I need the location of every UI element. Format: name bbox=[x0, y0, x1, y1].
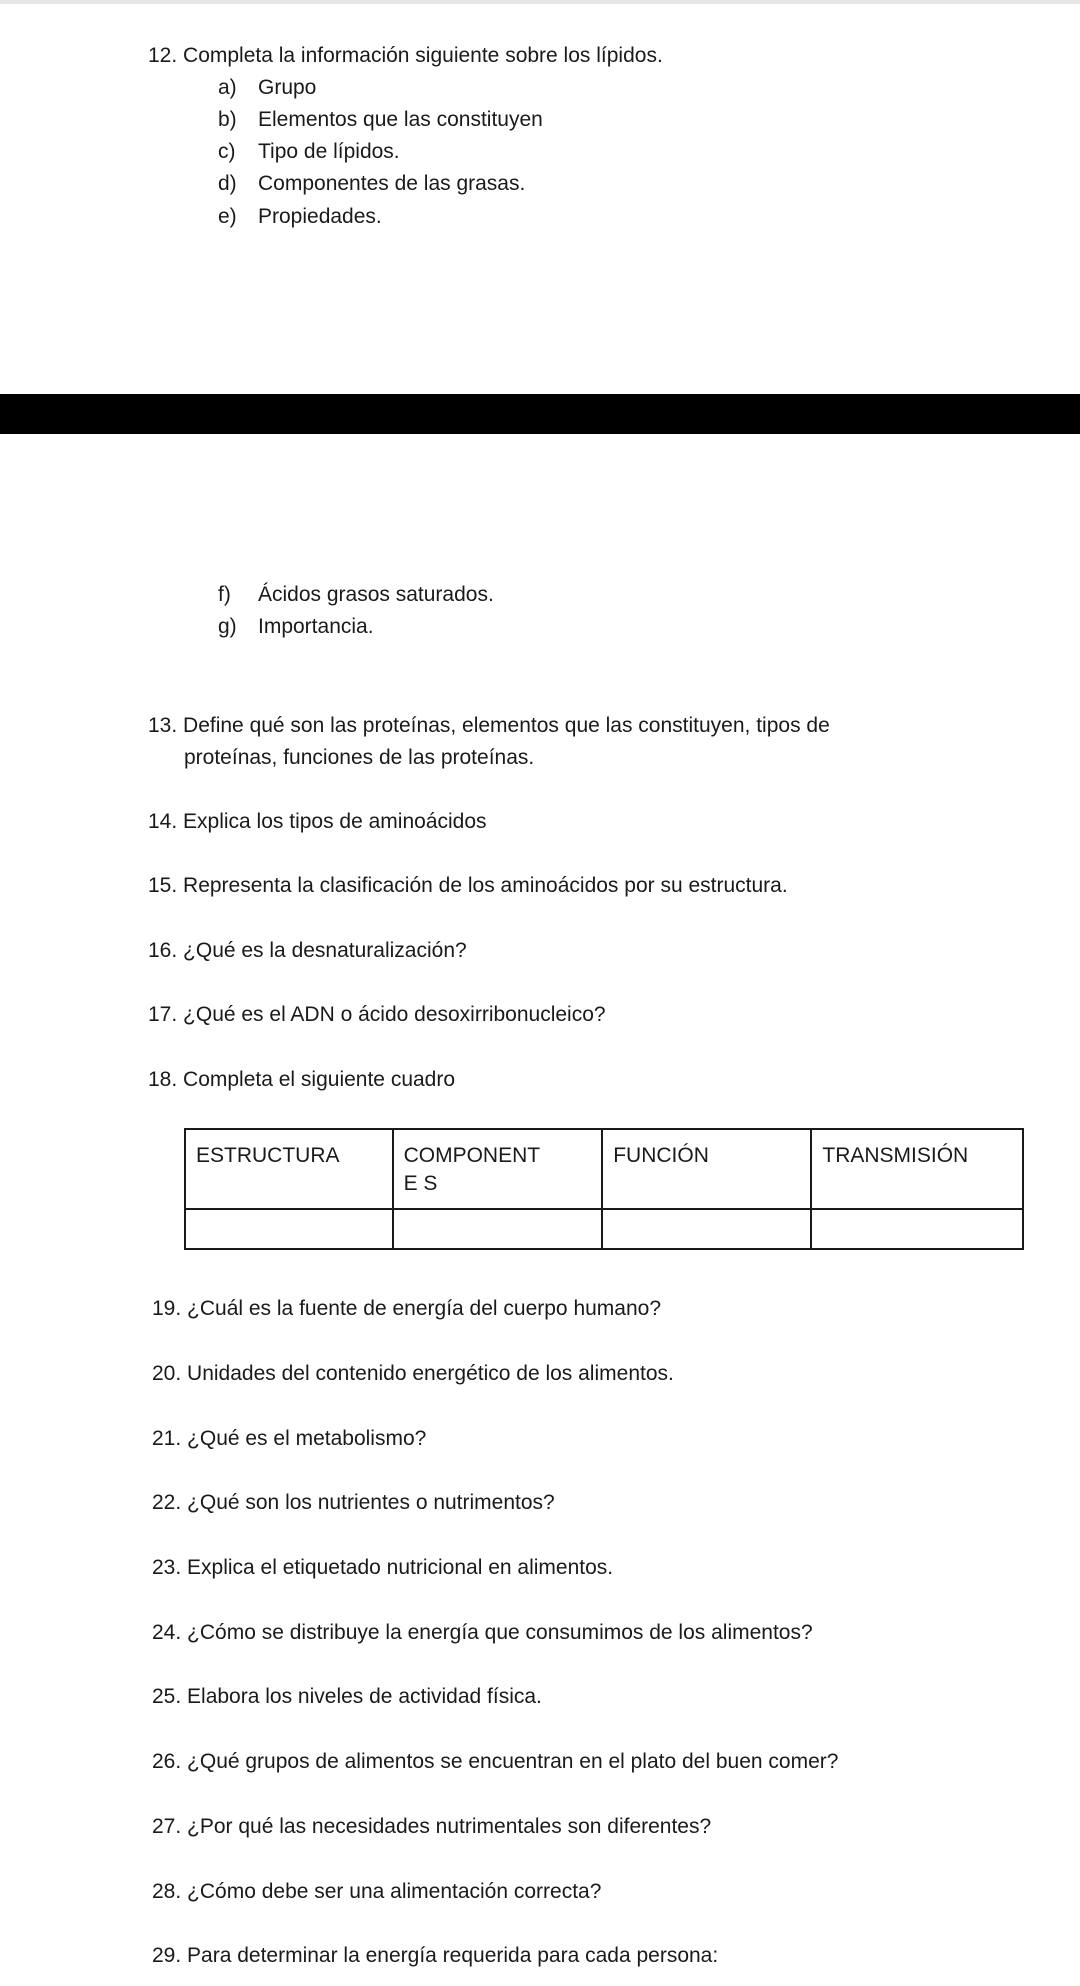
question-16: 16. ¿Qué es la desnaturalización? bbox=[148, 939, 467, 962]
question-28: 28. ¿Cómo debe ser una alimentación correcta? bbox=[152, 1880, 602, 1903]
question-23: 23. Explica el etiquetado nutricional en alimentos. bbox=[152, 1556, 614, 1579]
page-top-edge bbox=[0, 0, 1080, 4]
question-24: 24. ¿Cómo se distribuye la energía que consumimos de los alimentos? bbox=[152, 1621, 813, 1644]
item-letter: g) bbox=[218, 615, 237, 638]
header-funcion: FUNCIÓN bbox=[602, 1129, 811, 1209]
item-letter: e) bbox=[218, 205, 237, 228]
redaction-bar bbox=[0, 394, 1080, 434]
item-text: Propiedades. bbox=[258, 205, 382, 228]
question-29: 29. Para determinar la energía requerida para cada persona: bbox=[152, 1944, 719, 1967]
item-letter: b) bbox=[218, 108, 237, 131]
cell-transmision[interactable] bbox=[811, 1209, 1023, 1249]
question-20: 20. Unidades del contenido energético de los alimentos. bbox=[152, 1362, 674, 1385]
q12-item-c bbox=[218, 139, 400, 165]
table-header-row bbox=[185, 1129, 1023, 1209]
question-17: 17. ¿Qué es el ADN o ácido desoxirribonucleico? bbox=[148, 1003, 606, 1026]
item-text: Ácidos grasos saturados. bbox=[258, 583, 494, 606]
item-text: Importancia. bbox=[258, 615, 374, 638]
cell-funcion[interactable] bbox=[602, 1209, 811, 1249]
question-14: 14. Explica los tipos de aminoácidos bbox=[148, 810, 487, 833]
header-transmision: TRANSMISIÓN bbox=[811, 1129, 1023, 1209]
item-letter: d) bbox=[218, 172, 237, 195]
question-19: 19. ¿Cuál es la fuente de energía del cuerpo humano? bbox=[152, 1297, 662, 1320]
question-15: 15. Representa la clasificación de los aminoácidos por su estructura. bbox=[148, 874, 788, 897]
cell-estructura[interactable] bbox=[185, 1209, 393, 1249]
item-letter: c) bbox=[218, 140, 236, 163]
item-text: Componentes de las grasas. bbox=[258, 172, 526, 195]
header-estructura: ESTRUCTURA bbox=[185, 1129, 393, 1209]
item-letter: a) bbox=[218, 76, 237, 99]
item-letter: f) bbox=[218, 583, 231, 606]
q12-item-e bbox=[218, 204, 382, 230]
question-12: 12. Completa la información siguiente sobre los lípidos. bbox=[148, 44, 663, 67]
q12-item-b bbox=[218, 107, 543, 133]
cell-componentes[interactable] bbox=[393, 1209, 603, 1249]
item-text: Tipo de lípidos. bbox=[258, 140, 400, 163]
question-13-line-2: proteínas, funciones de las proteínas. bbox=[184, 746, 535, 769]
item-text: Elementos que las constituyen bbox=[258, 108, 543, 131]
q12-item-g bbox=[218, 614, 374, 640]
question-18: 18. Completa el siguiente cuadro bbox=[148, 1068, 456, 1091]
question-13-line-1: 13. Define qué son las proteínas, elementos que las constituyen, tipos de bbox=[148, 714, 830, 737]
question-26: 26. ¿Qué grupos de alimentos se encuentran en el plato del buen comer? bbox=[152, 1750, 839, 1773]
header-componentes bbox=[393, 1129, 603, 1209]
summary-table bbox=[184, 1128, 1024, 1250]
header-componentes-text: COMPONENTE S bbox=[403, 1144, 541, 1195]
table-empty-row bbox=[185, 1209, 1023, 1249]
question-27: 27. ¿Por qué las necesidades nutrimentales son diferentes? bbox=[152, 1815, 712, 1838]
item-text: Grupo bbox=[258, 76, 317, 99]
question-25: 25. Elabora los niveles de actividad física. bbox=[152, 1685, 542, 1708]
q12-item-f bbox=[218, 582, 494, 608]
q12-item-a bbox=[218, 75, 316, 101]
question-22: 22. ¿Qué son los nutrientes o nutrimentos? bbox=[152, 1491, 555, 1514]
question-21: 21. ¿Qué es el metabolismo? bbox=[152, 1427, 427, 1450]
q12-item-d bbox=[218, 171, 525, 197]
